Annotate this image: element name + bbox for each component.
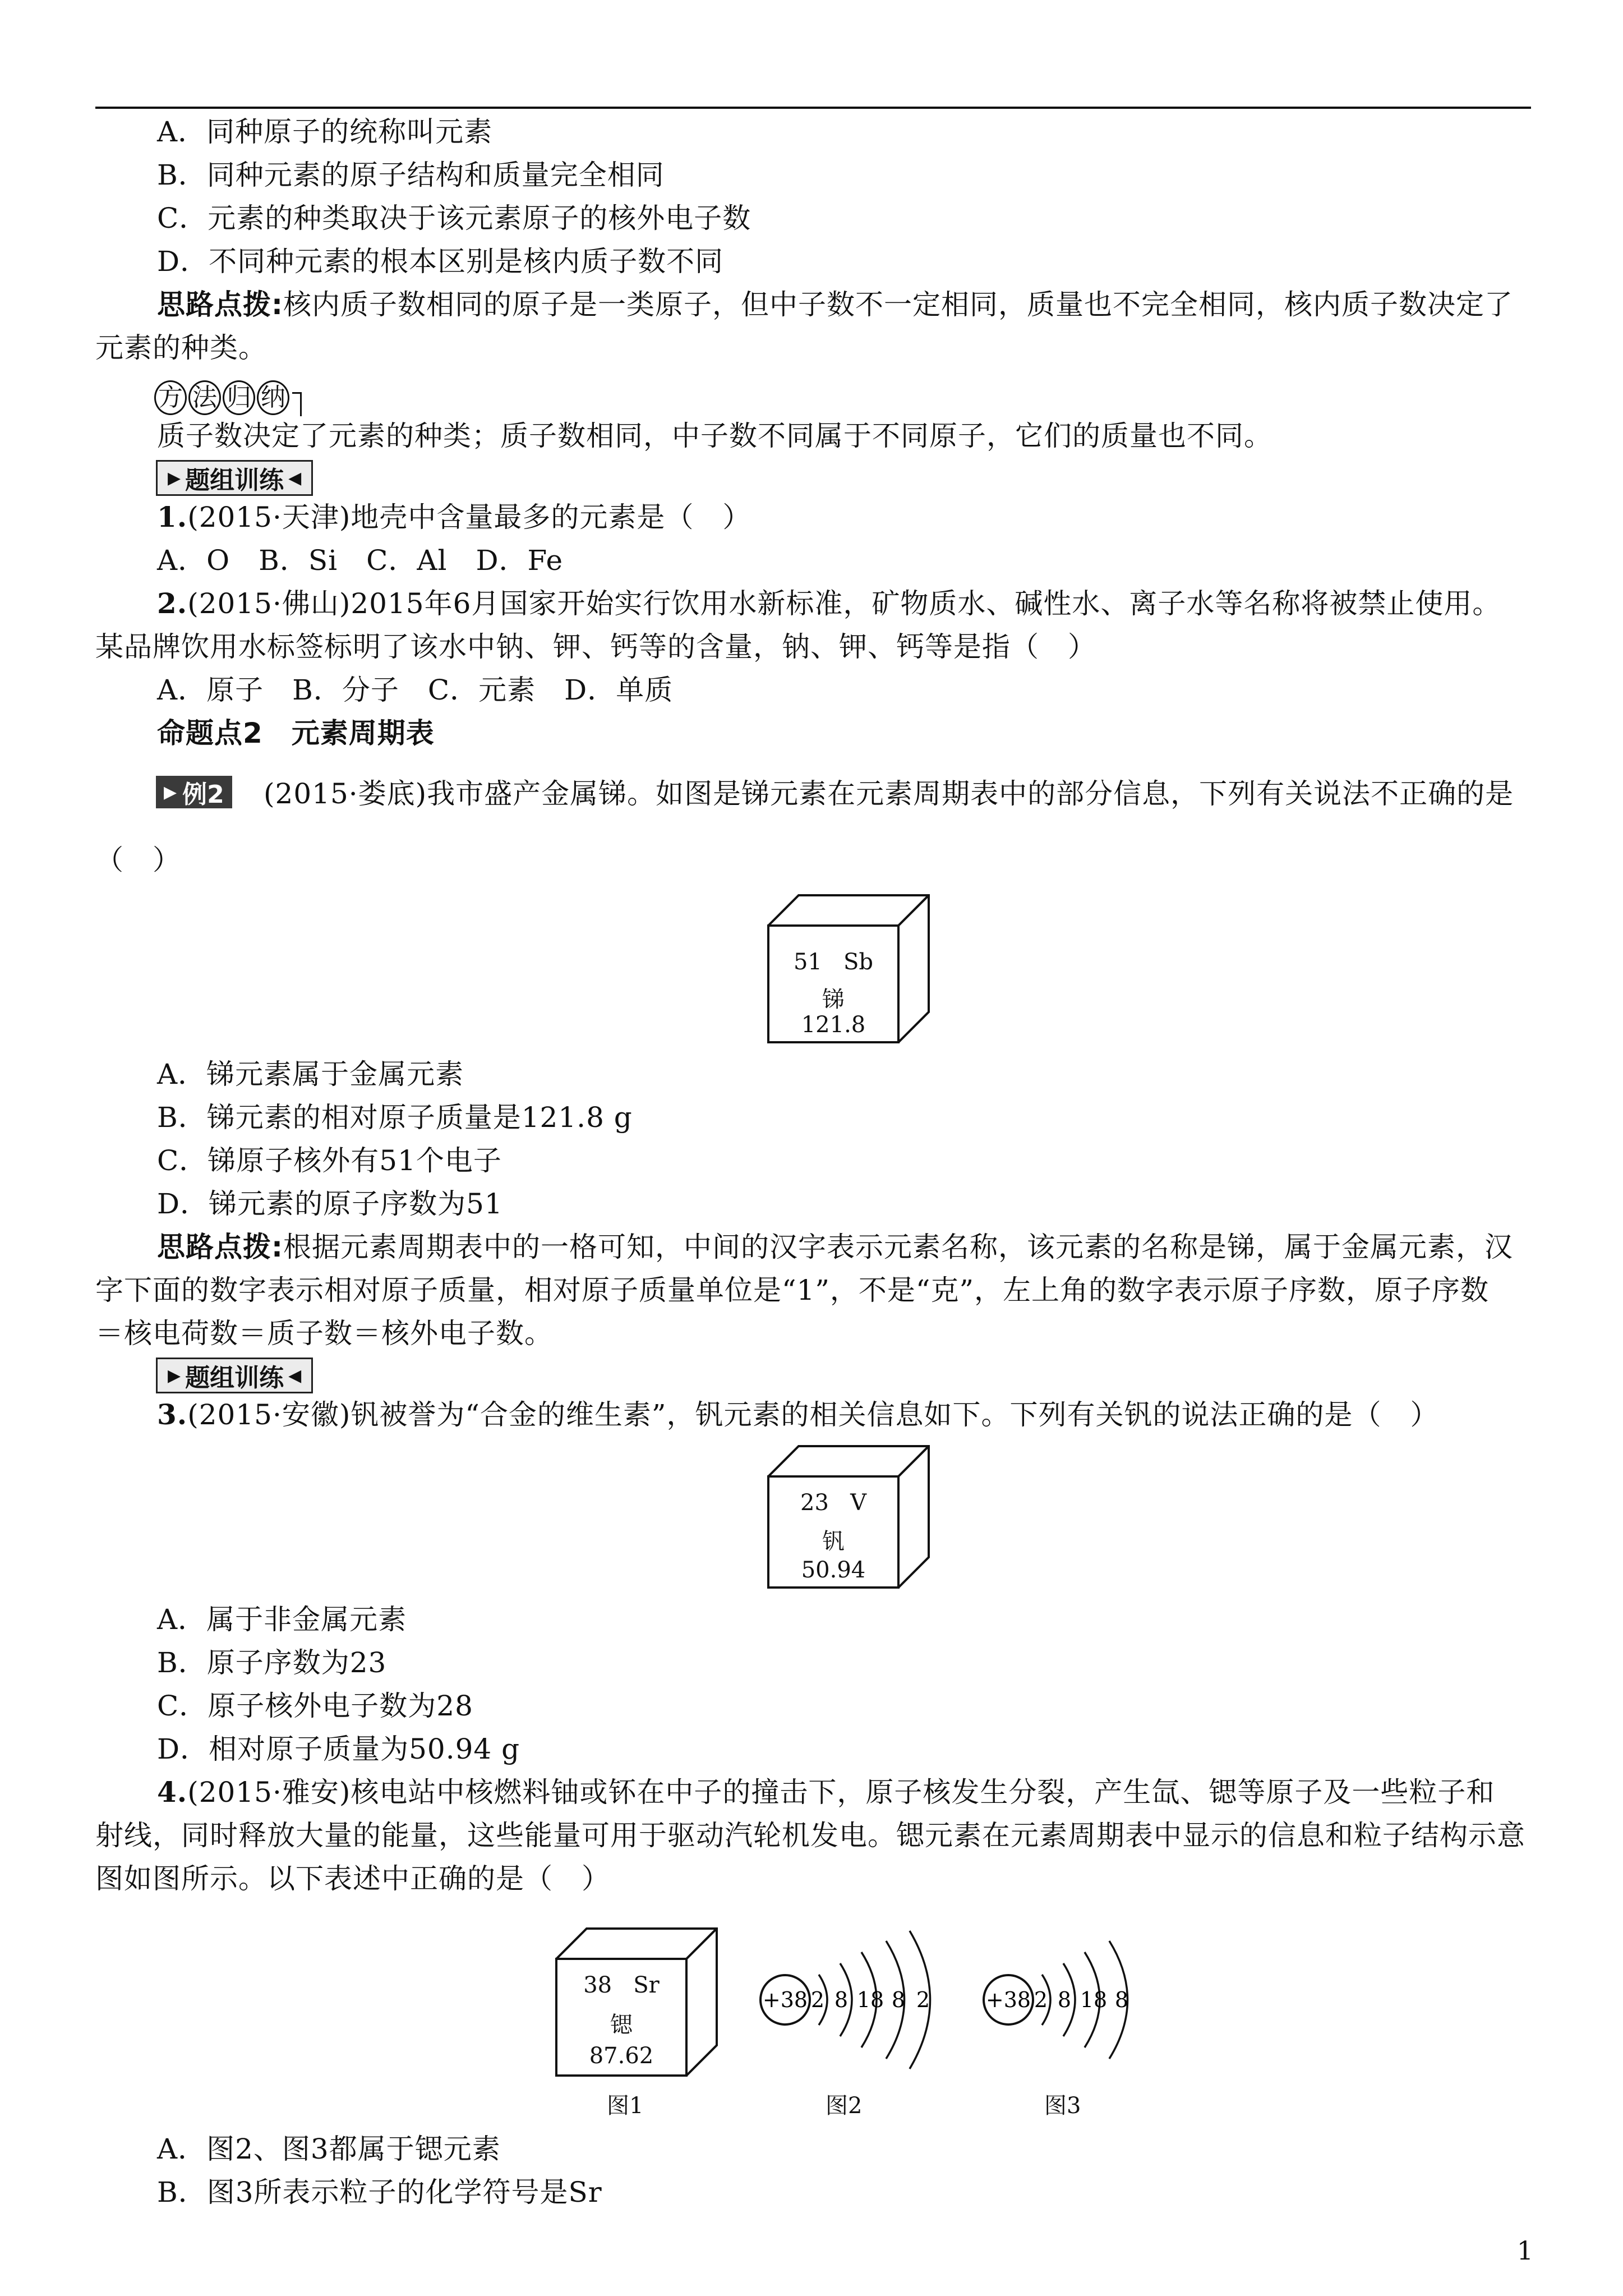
shell-electrons: 8	[891, 1987, 906, 2012]
method-char: 法	[188, 380, 221, 415]
element-cell-v	[767, 1445, 930, 1589]
left-triangle-icon: ◀	[288, 468, 302, 488]
q4-stem-cont2: 图如图所示。以下表述中正确的是（ ）	[95, 1862, 610, 1895]
training-label: 题组训练	[185, 466, 284, 495]
ex2-hint-cont2: ＝核电荷数＝质子数＝核外电子数。	[95, 1317, 553, 1350]
q4-stem	[157, 1775, 1495, 1809]
element-cell-sb	[767, 894, 930, 1043]
q4-option-b: B．图3所表示粒子的化学符号是Sr	[157, 2176, 602, 2208]
q2-number: 2.	[157, 587, 188, 620]
shell-electrons: 18	[1080, 1987, 1108, 2012]
hint-label: 思路点拨:	[157, 288, 283, 321]
method-summary-badge	[154, 380, 302, 415]
atom-structure-fig2	[751, 1918, 953, 2081]
q2-stem	[157, 587, 1501, 620]
training-tag	[156, 1358, 313, 1393]
method-text: 质子数决定了元素的种类；质子数相同，中子数不同属于不同原子，它们的质量也不同。	[157, 420, 1272, 452]
shell-electrons: 8	[1114, 1987, 1129, 2012]
q2-text: (2015·佛山)2015年6月国家开始实行饮用水新标准，矿物质水、碱性水、离子水等名称将被禁止使用。	[187, 587, 1501, 620]
fig3-label: 图3	[1044, 2093, 1081, 2119]
q3-number: 3.	[157, 1398, 188, 1431]
header-rule	[95, 107, 1531, 109]
ex2-option-d: D．锑元素的原子序数为51	[157, 1188, 503, 1220]
ex2-stem-cont: （ ）	[95, 844, 181, 876]
q3-text: (2015·安徽)钒被誉为“合金的维生素”，钒元素的相关信息如下。下列有关钒的说法正确的是（ ）	[187, 1398, 1439, 1431]
example-label: 例2	[182, 780, 224, 809]
q2-options: A．原子 B．分子 C．元素 D．单质	[157, 674, 674, 706]
training-tag	[156, 460, 313, 496]
section-title: 命题点2 元素周期表	[157, 717, 435, 749]
q3-option-a: A．属于非金属元素	[157, 1603, 407, 1636]
atomic-number: 38	[583, 1972, 612, 1998]
page-number: 1	[1516, 2235, 1533, 2266]
q1-text: (2015·天津)地壳中含量最多的元素是（ ）	[187, 501, 751, 533]
atomic-mass: 121.8	[801, 1012, 866, 1038]
element-name: 锑	[822, 987, 845, 1013]
q4-text: (2015·雅安)核电站中核燃料铀或钚在中子的撞击下，原子核发生分裂，产生氙、锶等原子及一些粒子和	[187, 1776, 1495, 1809]
ex2-option-c: C．锑原子核外有51个电子	[157, 1144, 502, 1177]
ex2-hint	[157, 1233, 1513, 1261]
badge-tail	[292, 392, 302, 416]
element-cell-sr	[555, 1927, 718, 2077]
ex2-stem: (2015·娄底)我市盛产金属锑。如图是锑元素在元素周期表中的部分信息，下列有关说法不正确的是	[264, 777, 1514, 810]
q0-hint-cont: 元素的种类。	[95, 332, 267, 364]
method-char: 归	[223, 380, 255, 415]
ex2-option-a: A．锑元素属于金属元素	[157, 1058, 464, 1091]
q1-stem	[157, 500, 751, 533]
q0-option-d: D．不同种元素的根本区别是核内质子数不同	[157, 245, 724, 278]
q3-option-b: B．原子序数为23	[157, 1646, 387, 1679]
atom-structure-fig3	[975, 1918, 1154, 2081]
right-triangle-icon: ▶	[164, 782, 177, 802]
ex2-hint-cont1: 字下面的数字表示相对原子质量，相对原子质量单位是“1”，不是“克”，左上角的数字表示原子序数，原子序数	[95, 1274, 1490, 1306]
fig2-label: 图2	[826, 2093, 863, 2119]
nucleus-charge: +38	[985, 1987, 1031, 2012]
shell-electrons: 2	[810, 1987, 825, 2012]
q0-option-a: A．同种原子的统称叫元素	[157, 116, 493, 148]
method-char: 方	[154, 380, 187, 415]
fig1-label: 图1	[607, 2093, 644, 2119]
right-triangle-icon: ▶	[168, 468, 181, 488]
example-tag	[156, 776, 232, 808]
element-symbol: Sr	[633, 1972, 660, 1998]
training-label: 题组训练	[185, 1364, 284, 1392]
element-symbol: V	[850, 1490, 866, 1516]
element-symbol: Sb	[843, 949, 874, 975]
q1-options: A．O B．Si C．Al D．Fe	[157, 544, 564, 577]
nucleus-charge: +38	[762, 1987, 808, 2012]
shell-electrons: 2	[1034, 1987, 1048, 2012]
q4-option-a: A．图2、图3都属于锶元素	[157, 2133, 501, 2165]
q2-stem-cont: 某品牌饮用水标签标明了该水中钠、钾、钙等的含量，钠、钾、钙等是指（ ）	[95, 631, 1096, 663]
right-triangle-icon: ▶	[168, 1365, 181, 1386]
element-name: 锶	[610, 2012, 633, 2038]
method-char: 纳	[257, 380, 289, 415]
hint-text: 核内质子数相同的原子是一类原子，但中子数不一定相同，质量也不完全相同，核内质子数决定了	[283, 288, 1513, 321]
q3-option-c: C．原子核外电子数为28	[157, 1690, 473, 1722]
cube-front-face	[767, 1475, 900, 1589]
shell-electrons: 2	[916, 1987, 930, 2012]
q4-number: 4.	[157, 1775, 188, 1809]
shell-electrons: 18	[856, 1987, 884, 2012]
cube-front-face	[767, 924, 900, 1043]
left-triangle-icon: ◀	[288, 1365, 302, 1386]
atomic-number: 23	[800, 1490, 829, 1516]
q3-option-d: D．相对原子质量为50.94 g	[157, 1733, 520, 1765]
q1-number: 1.	[157, 500, 188, 533]
q4-stem-cont1: 射线，同时释放大量的能量，这些能量可用于驱动汽轮机发电。锶元素在元素周期表中显示的信息和粒子结构示意	[95, 1819, 1525, 1852]
q0-hint	[157, 288, 1513, 321]
element-name: 钒	[822, 1529, 845, 1554]
q3-stem	[157, 1398, 1439, 1431]
hint-label: 思路点拨:	[157, 1231, 283, 1263]
atomic-mass: 50.94	[801, 1557, 866, 1583]
atomic-mass: 87.62	[589, 2043, 654, 2069]
ex2-option-b: B．锑元素的相对原子质量是121.8 g	[157, 1101, 633, 1134]
q0-option-c: C．元素的种类取决于该元素原子的核外电子数	[157, 202, 751, 234]
hint-text: 根据元素周期表中的一格可知，中间的汉字表示元素名称，该元素的名称是锑，属于金属元素，汉	[283, 1231, 1513, 1263]
q0-option-b: B．同种元素的原子结构和质量完全相同	[157, 159, 665, 191]
atomic-number: 51	[793, 949, 822, 975]
shell-electrons: 8	[1057, 1987, 1072, 2012]
shell-electrons: 8	[834, 1987, 849, 2012]
cube-front-face	[555, 1958, 688, 2077]
